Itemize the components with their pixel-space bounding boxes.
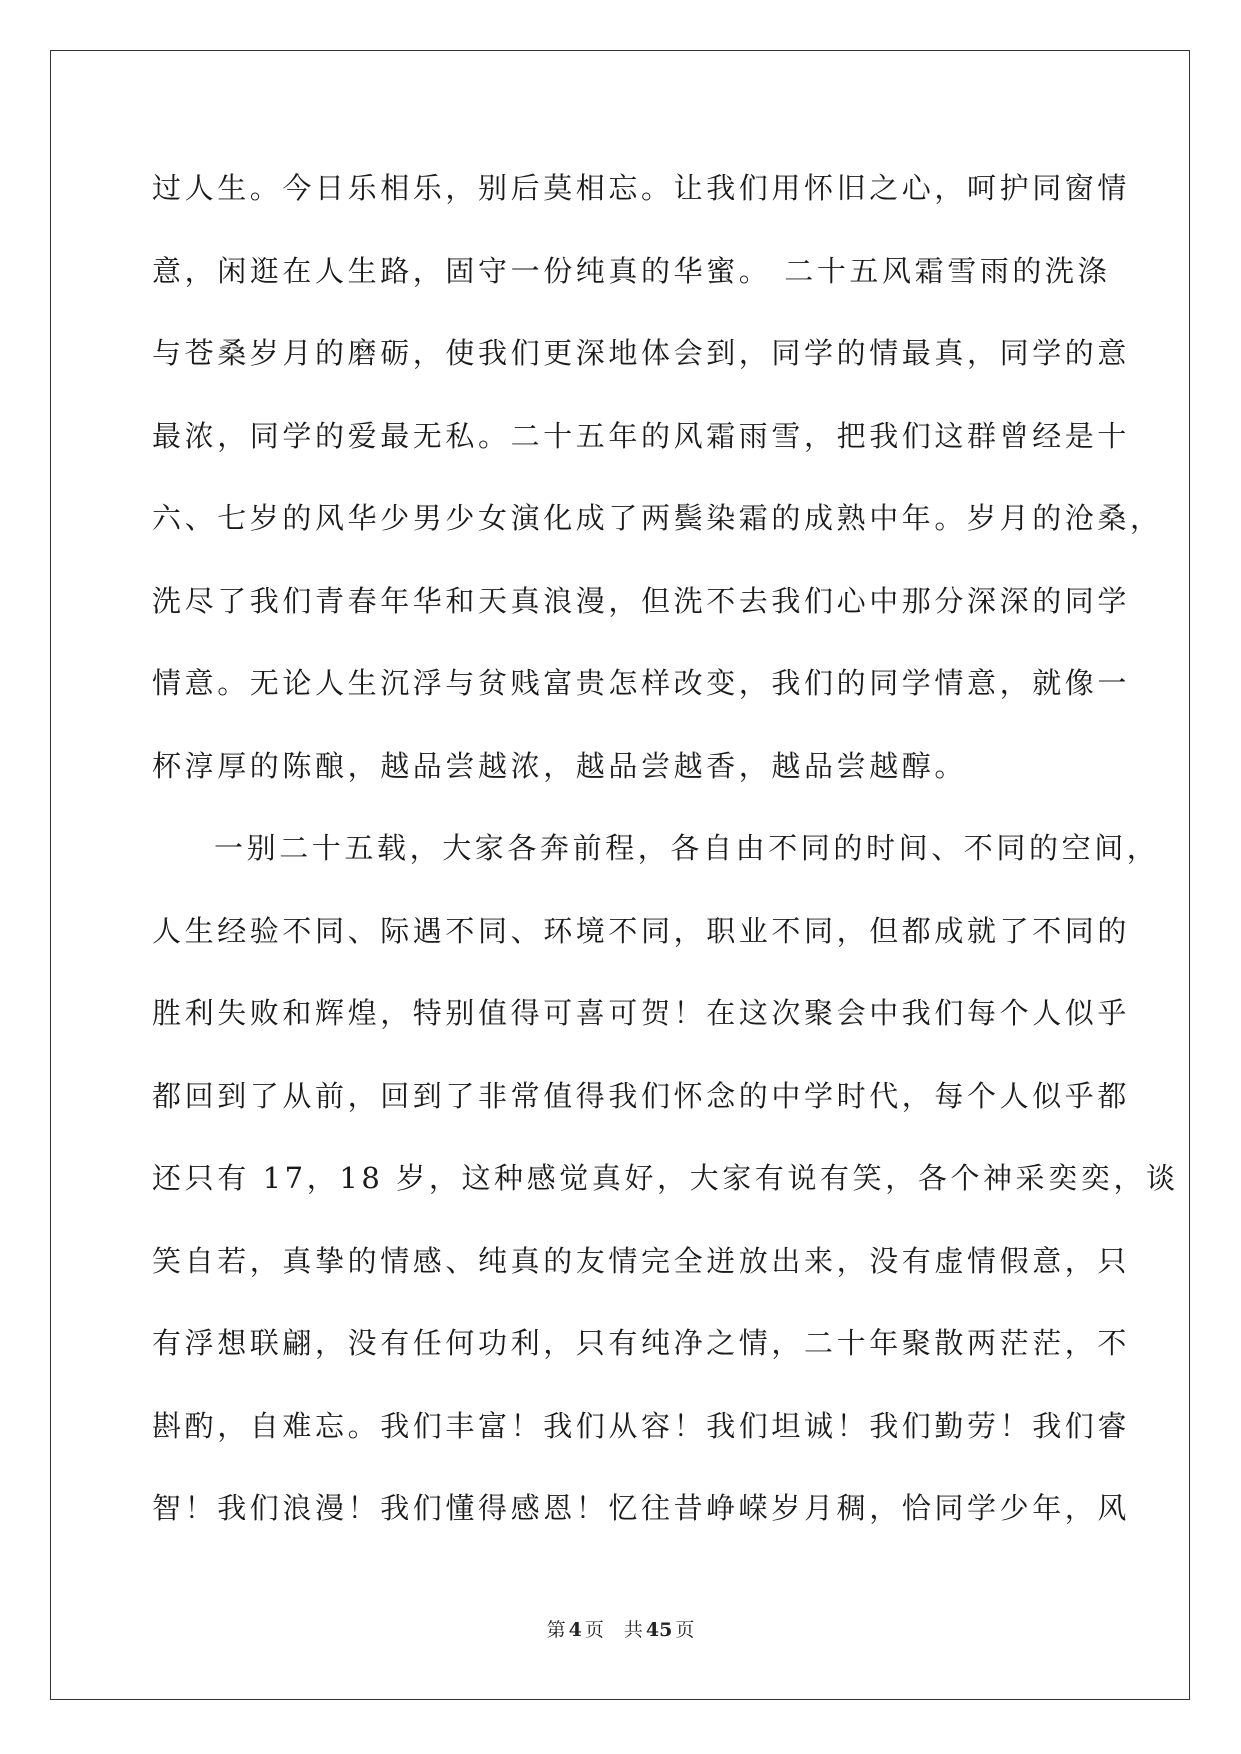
total-suffix: 页 [675, 1619, 695, 1641]
text-line: 都回到了从前，回到了非常值得我们怀念的中学时代，每个人似乎都 [152, 1078, 1131, 1113]
text-line: 还只有 17，18 岁，这种感觉真好，大家有说有笑，各个神采奕奕，谈 [152, 1161, 1179, 1195]
text-line: 六、七岁的风华少男少女演化成了两鬓染霜的成熟中年。岁月的沧桑， [152, 501, 1163, 535]
total-pages: 45 [645, 1619, 673, 1641]
text-line: 情意。无论人生沉浮与贫贱富贵怎样改变，我们的同学情意，就像一 [152, 666, 1131, 700]
text-line: 最浓，同学的爱最无私。二十五年的风霜雨雪，把我们这群曾经是十 [152, 418, 1131, 453]
text-line: 杯淳厚的陈酿，越品尝越浓，越品尝越香，越品尝越醇。 [152, 748, 968, 783]
text-line: 意，闲逛在人生路，固守一份纯真的华蜜。 二十五风霜雪雨的洗涤 [152, 253, 1111, 288]
text-line: 人生经验不同、际遇不同、环境不同，职业不同，但都成就了不同的 [152, 913, 1131, 948]
document-body [152, 163, 1179, 1566]
page-suffix: 页 [584, 1619, 604, 1641]
text-line: 胜利失败和辉煌，特别值得可喜可贺！在这次聚会中我们每个人似乎 [152, 996, 1131, 1030]
text-line: 斟酌，自难忘。我们丰富！我们从容！我们坦诚！我们勤劳！我们睿 [152, 1408, 1131, 1443]
text-line: 洗尽了我们青春年华和天真浪漫，但洗不去我们心中那分深深的同学 [152, 583, 1131, 618]
text-line: 有浮想联翩，没有任何功利，只有纯净之情，二十年聚散两茫茫，不 [152, 1326, 1131, 1360]
total-prefix: 共 [623, 1619, 643, 1641]
text-line: 与苍桑岁月的磨砺，使我们更深地体会到，同学的情最真，同学的意 [152, 336, 1131, 370]
text-line: 笑自若，真挚的情感、纯真的友情完全迸放出来，没有虚情假意，只 [152, 1243, 1131, 1278]
paragraph-first-line: 一别二十五载，大家各奔前程，各自由不同的时间、不同的空间， [214, 831, 1160, 865]
page-prefix: 第 [546, 1619, 566, 1641]
text-line: 智！我们浪漫！我们懂得感恩！忆往昔峥嵘岁月稠，恰同学少年，风 [152, 1491, 1131, 1525]
page-number: 4 [568, 1619, 582, 1641]
page-footer [0, 1618, 1241, 1642]
text-line: 过人生。今日乐相乐，别后莫相忘。让我们用怀旧之心，呵护同窗情 [152, 171, 1131, 205]
